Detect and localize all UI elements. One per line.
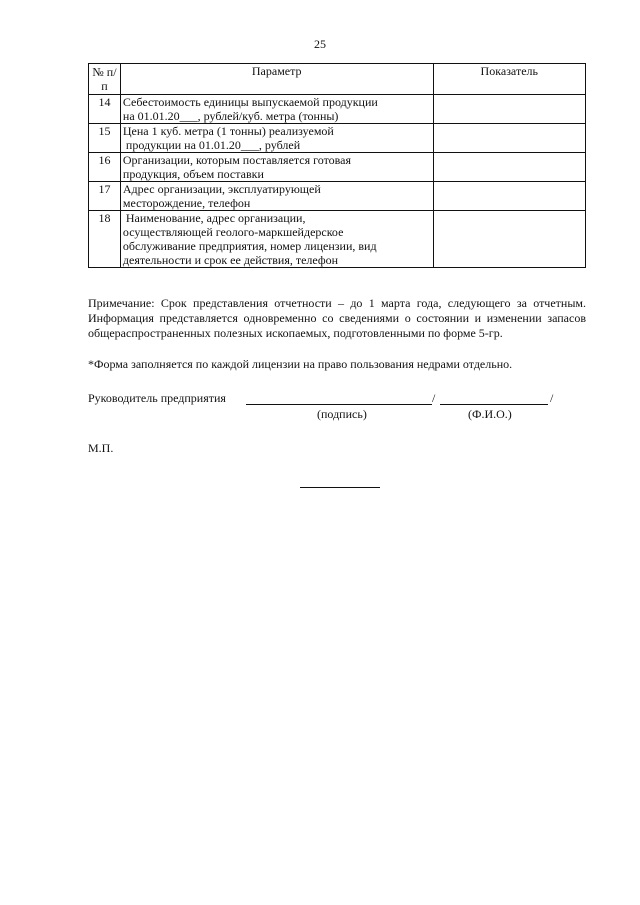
parameter-line: Себестоимость единицы выпускаемой продукции — [122, 95, 378, 109]
parameter-line: на 01.01.20___, рублей/куб. метра (тонны) — [122, 109, 339, 123]
parameter-line: Цена 1 куб. метра (1 тонны) реализуемой — [122, 124, 334, 138]
parameter-line: Адрес организации, эксплуатирующей — [122, 182, 321, 196]
table-row — [89, 124, 586, 153]
table-header-row — [89, 64, 586, 95]
row-parameter — [120, 153, 433, 182]
row-number: 15 — [89, 124, 121, 153]
note-paragraph: Примечание: Срок представления отчетности – до 1 марта года, следующего за отчетным. Информация представляется одновременно со сведениями о состоянии и изменении запасов общераспространенных полезных ископаемых, подготовленными по форме 5-гр. — [88, 296, 586, 340]
name-line — [440, 404, 548, 405]
row-number: 18 — [89, 211, 121, 268]
row-parameter — [120, 124, 433, 153]
row-indicator-value[interactable] — [433, 182, 585, 211]
row-number: 14 — [89, 95, 121, 124]
parameter-line: осуществляющей геолого-маркшейдерское — [122, 225, 344, 239]
row-number: 17 — [89, 182, 121, 211]
header-parameter: Параметр — [120, 64, 433, 95]
signature-caption: (подпись) — [317, 407, 367, 421]
form-table — [88, 63, 586, 268]
table-row — [89, 95, 586, 124]
row-parameter — [120, 182, 433, 211]
parameter-line: деятельности и срок ее действия, телефон — [122, 253, 339, 267]
row-number: 16 — [89, 153, 121, 182]
parameter-line: Организации, которым поставляется готовая — [122, 153, 352, 167]
table-row — [89, 211, 586, 268]
table-row — [89, 182, 586, 211]
footnote: *Форма заполняется по каждой лицензии на право пользования недрами отдельно. — [88, 357, 513, 371]
row-indicator-value[interactable] — [433, 153, 585, 182]
row-indicator-value[interactable] — [433, 211, 585, 268]
header-indicator: Показатель — [433, 64, 585, 95]
parameter-line: Наименование, адрес организации, — [122, 211, 306, 225]
row-indicator-value[interactable] — [433, 124, 585, 153]
name-caption: (Ф.И.О.) — [468, 407, 512, 421]
row-indicator-value[interactable] — [433, 95, 585, 124]
parameter-line: обслуживание предприятия, номер лицензии, вид — [122, 239, 377, 253]
parameter-line: продукции на 01.01.20___, рублей — [122, 138, 301, 152]
signature-label: Руководитель предприятия — [88, 391, 226, 405]
row-parameter — [120, 211, 433, 268]
end-divider — [300, 487, 380, 488]
header-number: № п/п — [89, 64, 121, 95]
signature-line — [246, 404, 432, 405]
signature-slash-right: / — [550, 391, 554, 405]
page-number: 25 — [314, 37, 326, 51]
parameter-line: продукция, объем поставки — [122, 167, 264, 181]
signature-slash-left: / — [432, 391, 436, 405]
row-parameter — [120, 95, 433, 124]
parameter-line: месторождение, телефон — [122, 196, 251, 210]
table-row — [89, 153, 586, 182]
stamp-label: М.П. — [88, 441, 114, 455]
